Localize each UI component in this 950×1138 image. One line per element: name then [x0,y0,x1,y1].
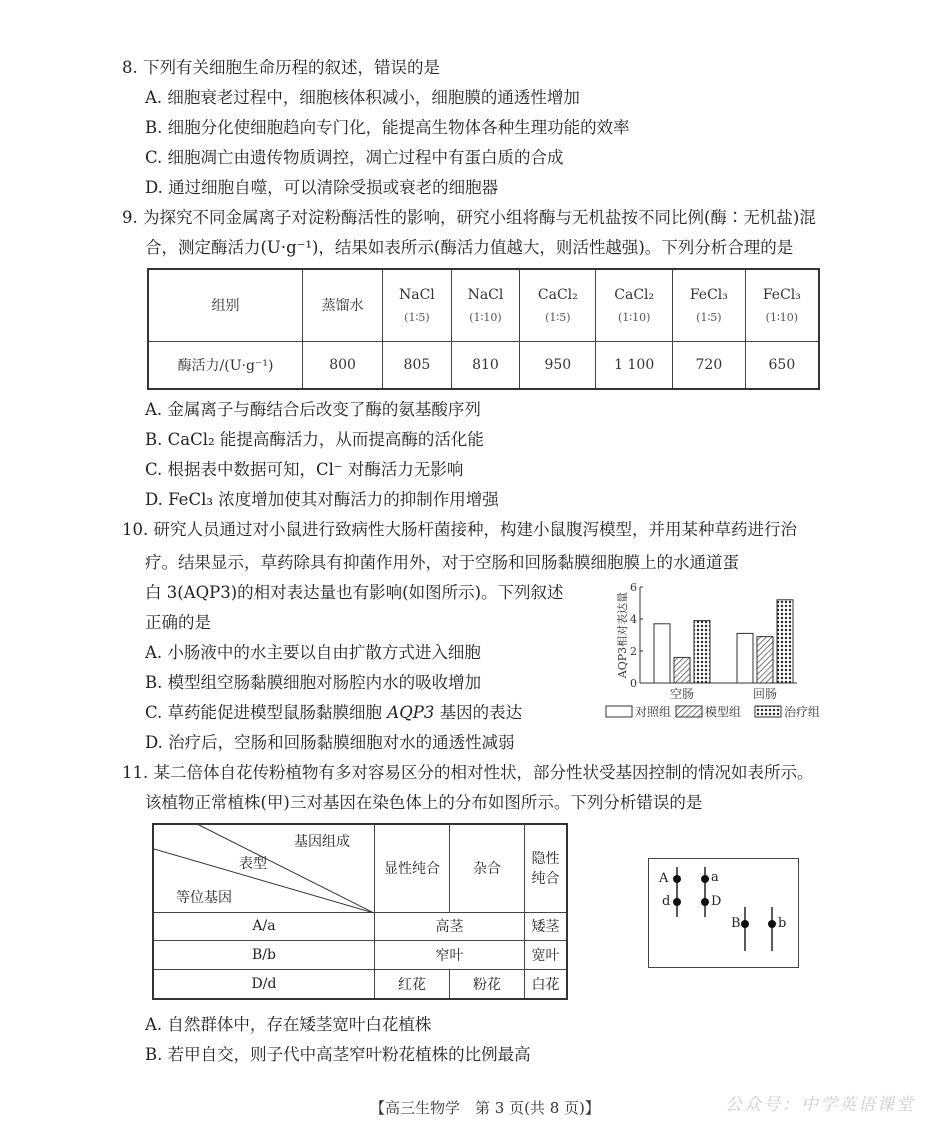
group-name: FeCl₃ [762,286,801,303]
q9-option-c: C. 根据表中数据可知，Cl⁻ 对酶活力无影响 [145,460,464,479]
col-header: 杂合 [450,824,525,912]
diagonal-header [153,824,375,912]
y-tick-label: 2 [630,645,637,658]
y-tick-label: 4 [630,613,637,626]
bar-hatch [757,637,773,683]
q8-stem: 8. 下列有关细胞生命历程的叙述，错误的是 [122,58,440,77]
activity-value: 800 [303,341,383,389]
activity-value: 1 100 [596,341,673,389]
allele-label: D [711,894,722,909]
option-text: 基因的表达 [434,703,523,722]
y-axis-label: AQP3相对表达量 [616,591,629,679]
bar-blank [654,624,670,683]
bar-hatch [674,657,690,683]
q8-option-b: B. 细胞分化使细胞趋向专门化，能提高生物体各种生理功能的效率 [145,118,630,137]
q11-option-a: A. 自然群体中，存在矮茎宽叶白花植株 [145,1015,432,1034]
option-text: C. 草药能促进模型鼠肠黏膜细胞 [145,703,388,722]
y-tick-label: 6 [630,581,637,594]
q10-option-b: B. 模型组空肠黏膜细胞对肠腔内水的吸收增加 [145,673,482,692]
table-header: 组别 [148,269,303,341]
gene-cell: A/a [153,912,375,941]
activity-value: 950 [520,341,596,389]
allele-label: b [778,916,787,931]
q11-stem-line2: 该植物正常植株(甲)三对基因在染色体上的分布如图所示。下列分析错误的是 [145,793,703,812]
activity-value: 810 [451,341,520,389]
x-category-label: 回肠 [752,687,778,701]
page-footer: 【高三生物学 第 3 页(共 8 页)】 [370,1099,600,1117]
q9-option-a: A. 金属离子与酶结合后改变了酶的氨基酸序列 [145,400,481,419]
q10-stem-line1: 10. 研究人员通过对小鼠进行致病性大肠杆菌接种，构建小鼠腹泻模型，并用某种草药进行治 [122,520,797,539]
trait-cell: 高茎 [375,912,525,941]
y-tick-label: 0 [630,677,637,690]
header-phenotype: 表型 [239,856,267,872]
gene-name: AQP3 [387,703,435,722]
group-name: FeCl₃ [689,286,728,303]
allele-label: d [662,894,671,909]
table-row [153,970,567,999]
trait-cell: 红花 [375,970,450,999]
header-genotype: 基因组成 [294,834,350,850]
header-allele: 等位基因 [176,890,232,906]
group-ratio: (1∶5) [404,310,430,324]
gene-cell: D/d [153,970,375,999]
col-header: 显性纯合 [375,824,450,912]
group-ratio: (1∶10) [617,310,651,324]
trait-cell: 宽叶 [525,941,568,970]
table-row [153,912,567,941]
group-name: CaCl₂ [537,286,578,303]
allele-label: B [731,916,741,931]
trait-cell: 粉花 [450,970,525,999]
q11-trait-table [152,823,568,1000]
chromosome-diagram [648,858,799,968]
table-row [153,941,567,970]
q10-option-a: A. 小肠液中的水主要以自由扩散方式进入细胞 [145,643,481,662]
group-name: NaCl [399,286,435,303]
allele-label: A [659,871,669,886]
gene-cell: B/b [153,941,375,970]
col-header: 隐性纯合 [525,824,568,912]
q8-option-a: A. 细胞衰老过程中，细胞核体积减小，细胞膜的通透性增加 [145,88,580,107]
group-ratio: (1∶10) [469,310,502,324]
q9-stem-line1: 9. 为探究不同金属离子对淀粉酶活性的影响，研究小组将酶与无机盐按不同比例(酶∶无机盐)混 [122,208,816,227]
group-ratio: (1∶5) [696,310,722,324]
group-name: 蒸馏水 [321,298,364,315]
q10-stem-line3: 白 3(AQP3)的相对表达量也有影响(如图所示)。下列叙述 [145,583,564,602]
activity-value: 805 [383,341,452,389]
legend-swatch [755,706,781,717]
q8-option-d: D. 通过细胞自噬，可以清除受损或衰老的细胞器 [145,178,499,197]
q11-stem-line1: 11. 某二倍体自花传粉植物有多对容易区分的相对性状，部分性状受基因控制的情况如表所示。 [122,763,814,782]
q9-option-b: B. CaCl₂ 能提高酶活力，从而提高酶的活化能 [145,430,484,449]
table-header: 酶活力/(U·g⁻¹) [148,341,303,389]
bar-blank [737,633,753,683]
trait-cell: 白花 [525,970,568,999]
group-name: CaCl₂ [614,286,655,303]
bar-dots [777,600,793,683]
q9-stem-line2: 合，测定酶活力(U·g⁻¹)，结果如表所示(酶活力值越大，则活性越强)。下列分析合理的是 [145,238,794,257]
trait-cell: 窄叶 [375,941,525,970]
x-category-label: 空肠 [669,687,695,701]
legend-label: 模型组 [705,705,742,719]
activity-value: 720 [673,341,746,389]
q10-stem-line4: 正确的是 [145,613,211,632]
legend-swatch [606,706,632,717]
bar-dots [694,621,710,683]
watermark: 公众号：中学英语课堂 [725,1095,915,1115]
legend-label: 对照组 [635,705,672,719]
legend-label: 治疗组 [784,705,821,719]
trait-cell: 矮茎 [525,912,568,941]
q10-option-d: D. 治疗后，空肠和回肠黏膜细胞对水的通透性减弱 [145,733,515,752]
legend-swatch [676,706,702,717]
q10-stem-line2: 疗。结果显示，草药除具有抑菌作用外，对于空肠和回肠黏膜细胞膜上的水通道蛋 [145,553,739,572]
q8-option-c: C. 细胞凋亡由遗传物质调控，凋亡过程中有蛋白质的合成 [145,148,564,167]
allele-label: a [711,870,719,885]
q9-option-d: D. FeCl₃ 浓度增加使其对酶活力的抑制作用增强 [145,490,499,509]
group-ratio: (1∶10) [765,310,799,324]
q11-option-b: B. 若甲自交，则子代中高茎窄叶粉花植株的比例最高 [145,1045,531,1064]
group-name: NaCl [467,286,504,303]
group-ratio: (1∶5) [545,310,571,324]
activity-value: 650 [745,341,819,389]
